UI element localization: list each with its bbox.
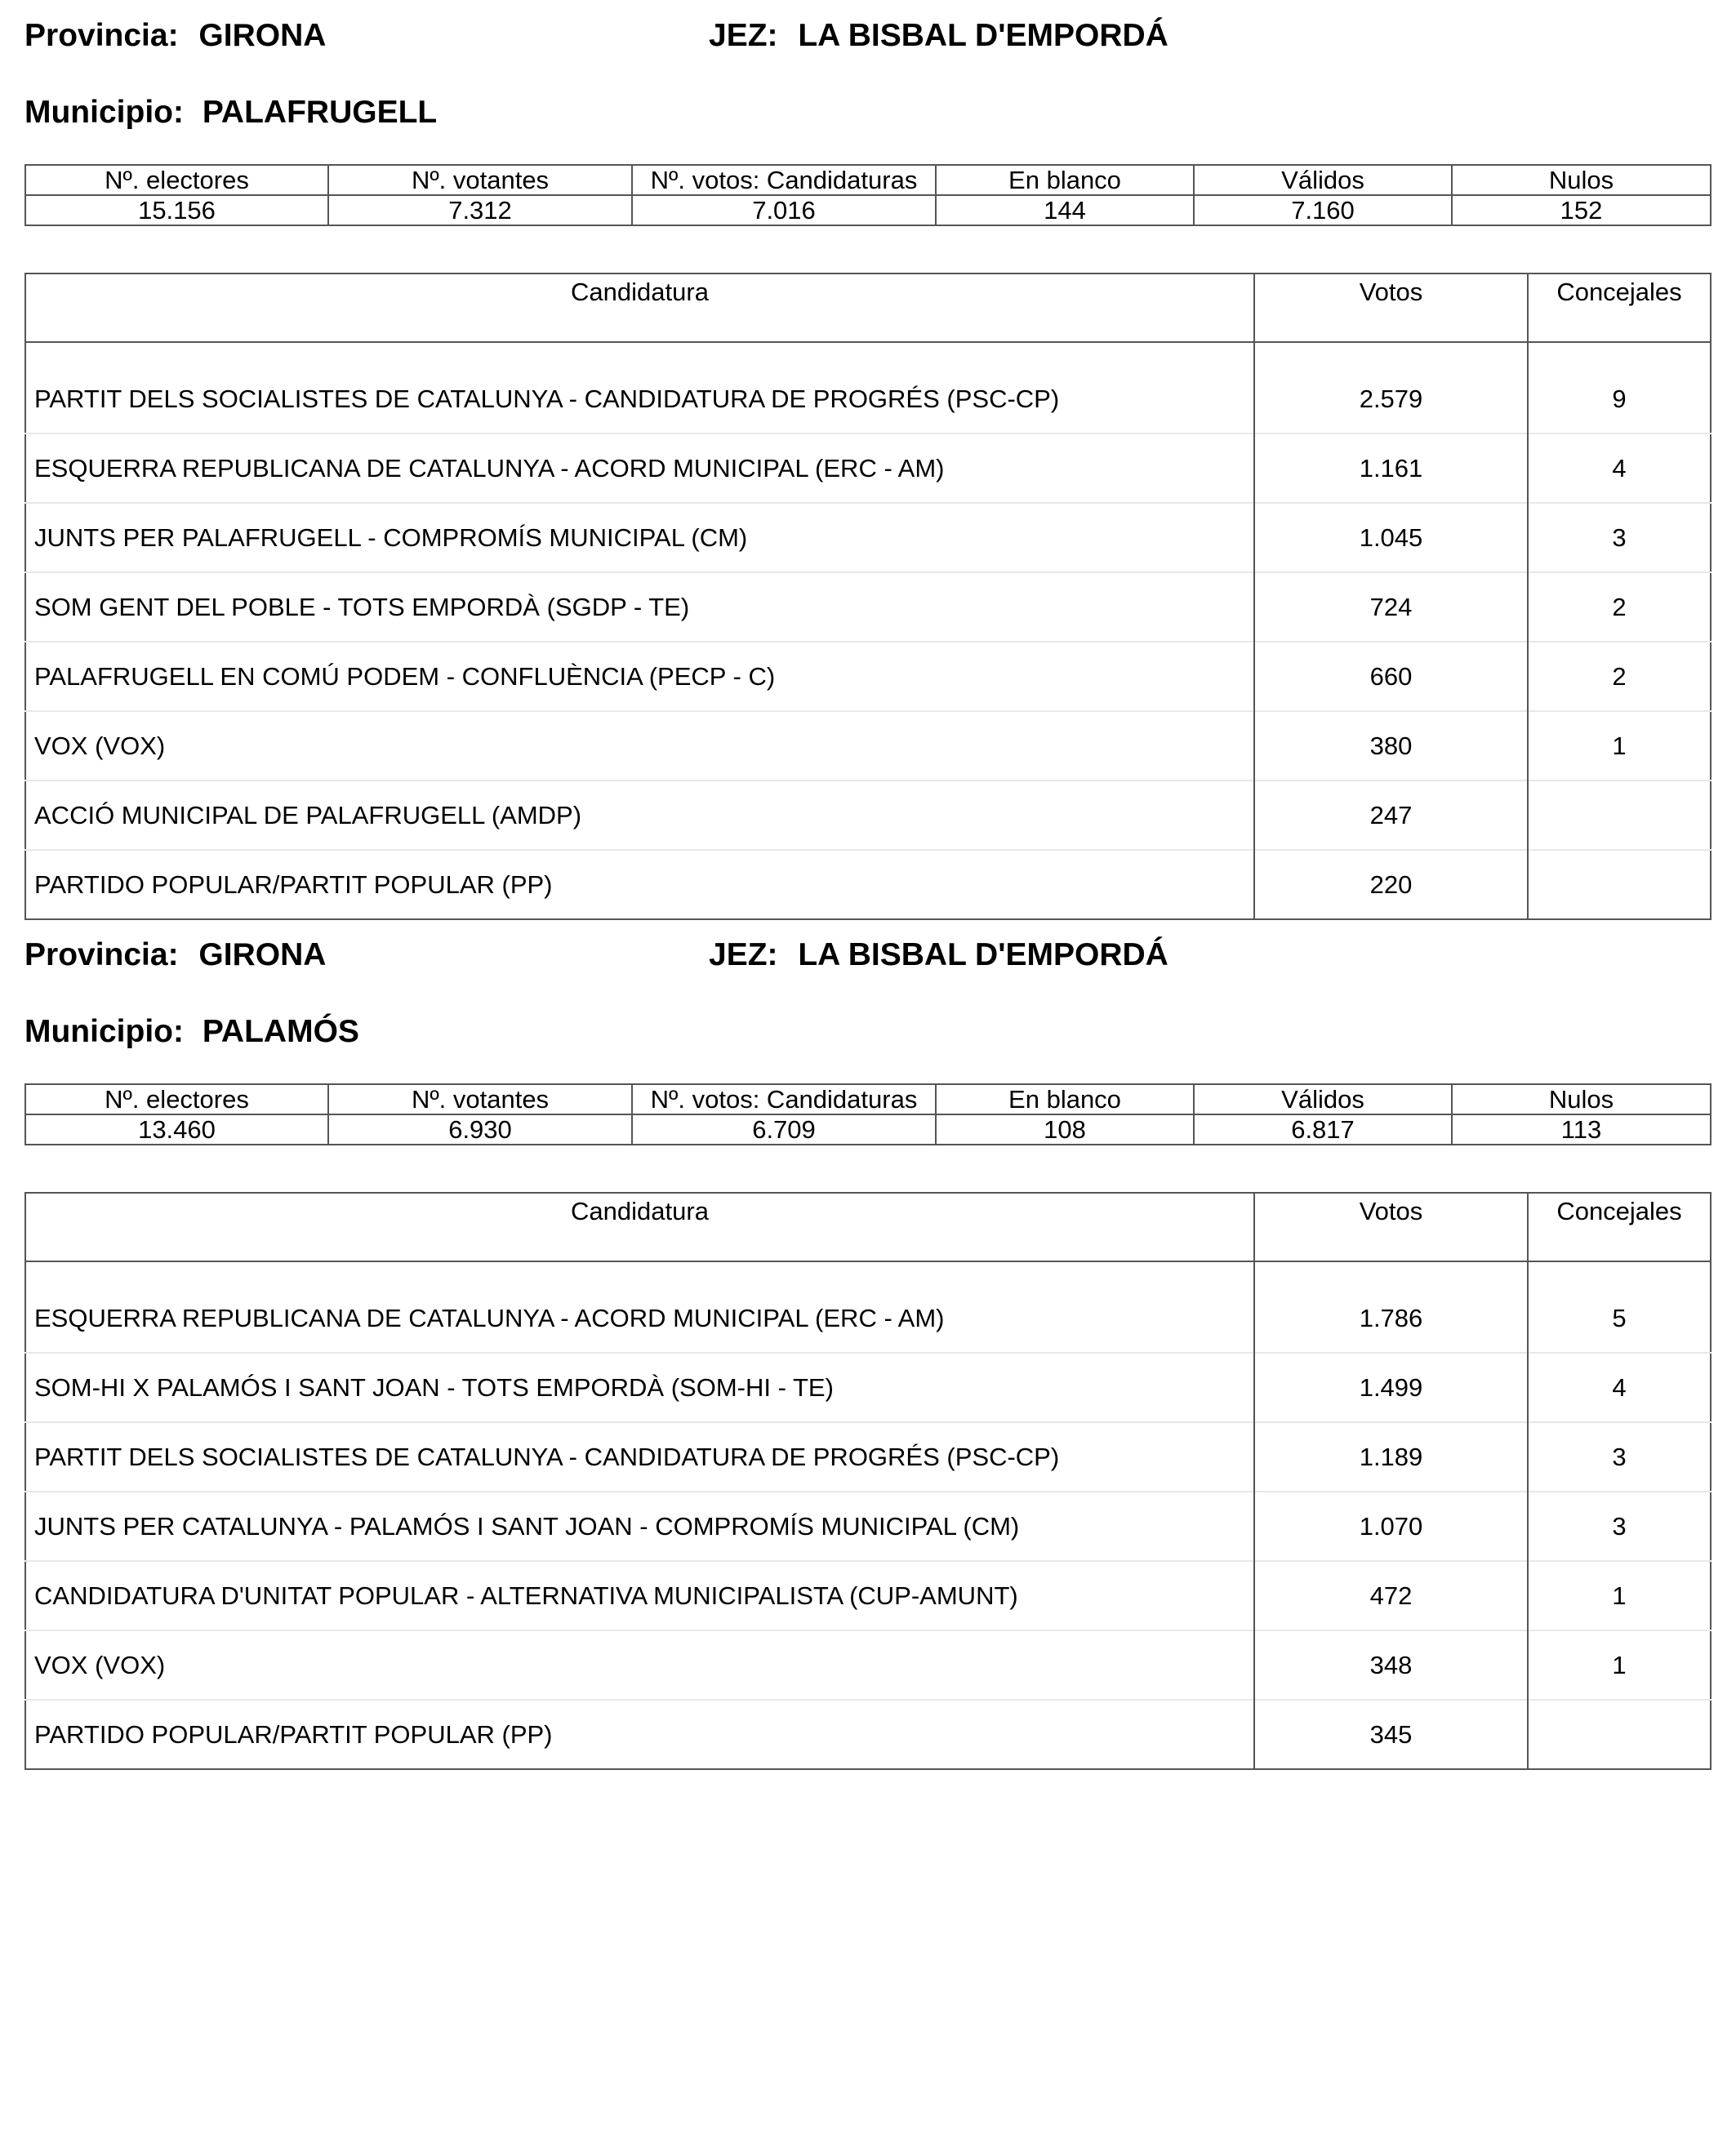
- candidate-seats: 9: [1612, 385, 1627, 413]
- municipality-heading: [24, 1014, 359, 1050]
- table-row: [25, 1561, 1711, 1630]
- jez-heading: [709, 937, 1168, 973]
- candidate-name: JUNTS PER CATALUNYA - PALAMÓS I SANT JOAN - COMPROMÍS MUNICIPAL (CM): [25, 1492, 1254, 1561]
- candidate-seats: 1: [1528, 1561, 1711, 1630]
- results-header-row: [25, 273, 1711, 342]
- candidate-votes: 247: [1254, 780, 1528, 850]
- jez-value: LA BISBAL D'EMPORDÁ: [798, 937, 1168, 972]
- jez-value: LA BISBAL D'EMPORDÁ: [798, 18, 1168, 53]
- candidate-seats: 4: [1528, 1353, 1711, 1422]
- table-row: [25, 1700, 1711, 1769]
- candidate-votes: 220: [1254, 850, 1528, 919]
- summary-value-cell: 6.709: [632, 1114, 936, 1145]
- candidate-name: PARTIT DELS SOCIALISTES DE CATALUNYA - CANDIDATURA DE PROGRÉS (PSC-CP): [25, 1422, 1254, 1492]
- summary-value-row: [25, 1114, 1711, 1145]
- jez-label: JEZ:: [709, 18, 778, 53]
- summary-header-cell: Nº. votantes: [328, 165, 632, 195]
- candidate-votes: 345: [1254, 1700, 1528, 1769]
- summary-header-cell: Nulos: [1452, 165, 1711, 195]
- results-table: [24, 1192, 1712, 1770]
- candidate-votes: 1.045: [1254, 503, 1528, 572]
- province-heading: [24, 937, 326, 973]
- summary-header-cell: Nº. votos: Candidaturas: [632, 165, 936, 195]
- summary-header-cell: En blanco: [936, 165, 1194, 195]
- candidate-votes: 380: [1254, 711, 1528, 780]
- table-row: [25, 711, 1711, 780]
- candidate-seats: 2: [1528, 642, 1711, 711]
- summary-header-cell: En blanco: [936, 1084, 1194, 1114]
- summary-table: [24, 1083, 1712, 1145]
- summary-value-cell: 7.016: [632, 195, 936, 225]
- candidate-seats: 5: [1612, 1304, 1627, 1332]
- municipality-value: PALAMÓS: [202, 1014, 359, 1049]
- municipality-label: Municipio:: [24, 1014, 184, 1049]
- summary-header-cell: Nº. electores: [25, 165, 328, 195]
- summary-value-cell: 13.460: [25, 1114, 328, 1145]
- summary-table: [24, 164, 1712, 226]
- summary-value-cell: 7.160: [1194, 195, 1452, 225]
- summary-value-cell: 152: [1452, 195, 1711, 225]
- candidate-seats: 3: [1528, 1492, 1711, 1561]
- province-value: GIRONA: [198, 18, 327, 53]
- jez-heading: [709, 18, 1168, 54]
- table-row: [25, 642, 1711, 711]
- summary-value-cell: 6.930: [328, 1114, 632, 1145]
- candidate-name: CANDIDATURA D'UNITAT POPULAR - ALTERNATIVA MUNICIPALISTA (CUP-AMUNT): [25, 1561, 1254, 1630]
- concejales-header: Concejales: [1528, 1193, 1711, 1261]
- summary-value-row: [25, 195, 1711, 225]
- table-row: [25, 1422, 1711, 1492]
- summary-header-cell: Nº. votantes: [328, 1084, 632, 1114]
- candidate-name: PALAFRUGELL EN COMÚ PODEM - CONFLUÈNCIA (PECP - C): [25, 642, 1254, 711]
- candidate-seats: [1528, 1700, 1711, 1769]
- table-row: [25, 1630, 1711, 1700]
- candidate-name: PARTIDO POPULAR/PARTIT POPULAR (PP): [25, 850, 1254, 919]
- candidate-seats: 2: [1528, 572, 1711, 642]
- candidate-name: SOM-HI X PALAMÓS I SANT JOAN - TOTS EMPORDÀ (SOM-HI - TE): [25, 1353, 1254, 1422]
- summary-header-row: [25, 165, 1711, 195]
- summary-value-cell: 15.156: [25, 195, 328, 225]
- candidate-seats: 3: [1528, 503, 1711, 572]
- municipality-label: Municipio:: [24, 95, 184, 130]
- summary-header-cell: Nº. votos: Candidaturas: [632, 1084, 936, 1114]
- municipality-value: PALAFRUGELL: [202, 95, 438, 130]
- table-row: [25, 1492, 1711, 1561]
- candidate-votes: 724: [1254, 572, 1528, 642]
- candidatura-header: Candidatura: [25, 273, 1254, 342]
- candidate-name: PARTIT DELS SOCIALISTES DE CATALUNYA - CANDIDATURA DE PROGRÉS (PSC-CP): [25, 342, 1254, 434]
- candidate-votes: 1.161: [1254, 434, 1528, 503]
- candidate-name: VOX (VOX): [25, 1630, 1254, 1700]
- candidate-name: ACCIÓ MUNICIPAL DE PALAFRUGELL (AMDP): [25, 780, 1254, 850]
- candidate-name: JUNTS PER PALAFRUGELL - COMPROMÍS MUNICIPAL (CM): [25, 503, 1254, 572]
- summary-header-cell: Nulos: [1452, 1084, 1711, 1114]
- concejales-header: Concejales: [1528, 273, 1711, 342]
- candidate-name: ESQUERRA REPUBLICANA DE CATALUNYA - ACORD MUNICIPAL (ERC - AM): [25, 434, 1254, 503]
- results-header-row: [25, 1193, 1711, 1261]
- table-row: [25, 850, 1711, 919]
- summary-header-row: [25, 1084, 1711, 1114]
- summary-value-cell: 6.817: [1194, 1114, 1452, 1145]
- candidate-votes: 2.579: [1254, 342, 1528, 434]
- candidate-votes: 1.499: [1254, 1353, 1528, 1422]
- votos-header: Votos: [1254, 273, 1528, 342]
- summary-value-cell: 7.312: [328, 195, 632, 225]
- candidate-seats: [1528, 850, 1711, 919]
- province-heading: [24, 18, 326, 54]
- summary-value-cell: 144: [936, 195, 1194, 225]
- summary-value-cell: 113: [1452, 1114, 1711, 1145]
- candidate-votes: 1.070: [1254, 1492, 1528, 1561]
- candidate-votes: 660: [1254, 642, 1528, 711]
- candidate-seats: 3: [1528, 1422, 1711, 1492]
- table-row: [25, 1353, 1711, 1422]
- votos-header: Votos: [1254, 1193, 1528, 1261]
- province-label: Provincia:: [24, 18, 179, 53]
- table-row: [25, 1261, 1711, 1353]
- summary-value-cell: 108: [936, 1114, 1194, 1145]
- summary-header-cell: Válidos: [1194, 165, 1452, 195]
- candidate-name: ESQUERRA REPUBLICANA DE CATALUNYA - ACORD MUNICIPAL (ERC - AM): [25, 1261, 1254, 1353]
- province-label: Provincia:: [24, 937, 179, 972]
- candidate-name: SOM GENT DEL POBLE - TOTS EMPORDÀ (SGDP - TE): [25, 572, 1254, 642]
- summary-header-cell: Nº. electores: [25, 1084, 328, 1114]
- jez-label: JEZ:: [709, 937, 778, 972]
- summary-header-cell: Válidos: [1194, 1084, 1452, 1114]
- table-row: [25, 503, 1711, 572]
- candidate-votes: 1.189: [1254, 1422, 1528, 1492]
- province-value: GIRONA: [198, 937, 327, 972]
- table-row: [25, 572, 1711, 642]
- table-row: [25, 342, 1711, 434]
- candidatura-header: Candidatura: [25, 1193, 1254, 1261]
- table-row: [25, 780, 1711, 850]
- candidate-name: PARTIDO POPULAR/PARTIT POPULAR (PP): [25, 1700, 1254, 1769]
- results-table: [24, 273, 1712, 920]
- candidate-name: VOX (VOX): [25, 711, 1254, 780]
- candidate-votes: 1.786: [1254, 1261, 1528, 1353]
- municipality-heading: [24, 95, 437, 131]
- candidate-seats: 4: [1528, 434, 1711, 503]
- candidate-votes: 348: [1254, 1630, 1528, 1700]
- candidate-votes: 472: [1254, 1561, 1528, 1630]
- candidate-seats: 1: [1528, 711, 1711, 780]
- table-row: [25, 434, 1711, 503]
- candidate-seats: [1528, 780, 1711, 850]
- candidate-seats: 1: [1528, 1630, 1711, 1700]
